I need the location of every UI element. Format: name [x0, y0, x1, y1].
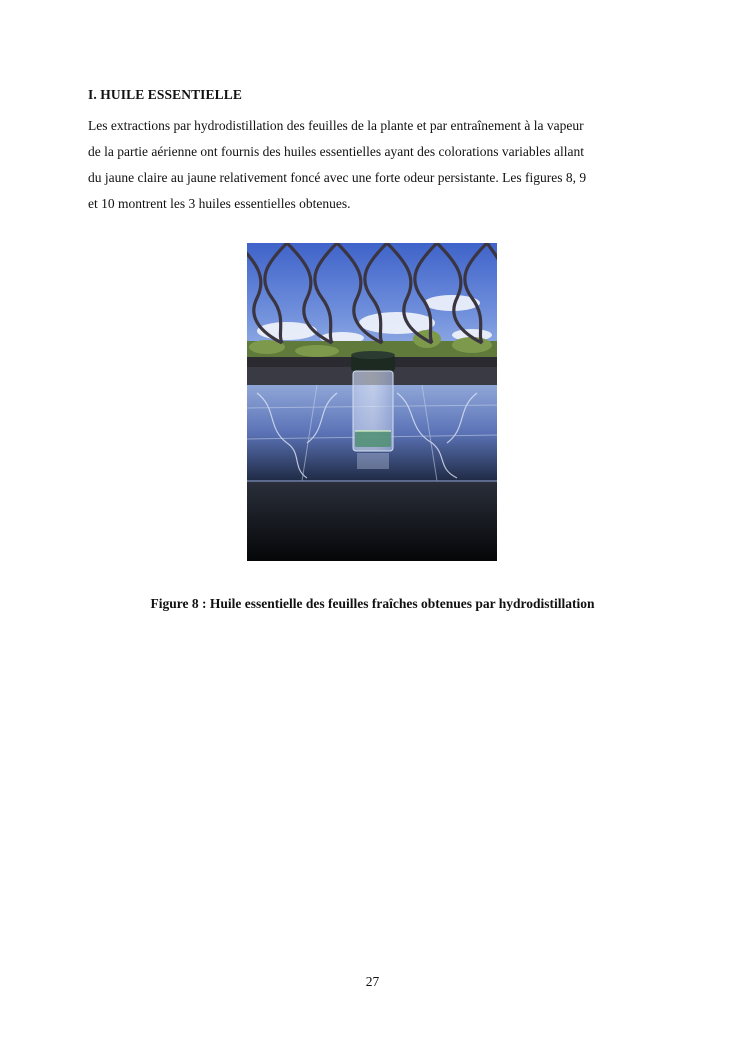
figure-caption: Figure 8 : Huile essentielle des feuilles fraîches obtenues par hydrodistillation — [150, 596, 595, 611]
page-number: 27 — [365, 974, 380, 989]
section-heading: I. HUILE ESSENTIELLE — [88, 87, 242, 102]
paragraph-line: et 10 montrent les 3 huiles essentielles obtenues. — [88, 196, 351, 211]
body-paragraph — [88, 113, 658, 217]
figure-8-photo — [247, 243, 497, 561]
paragraph-line: de la partie aérienne ont fournis des huiles essentielles ayant des colorations variables allant — [88, 144, 584, 159]
paragraph-line: du jaune claire au jaune relativement foncé avec une forte odeur persistante. Les figures 8, 9 — [88, 170, 587, 185]
paragraph-line: Les extractions par hydrodistillation des feuilles de la plante et par entraînement à la vapeur — [88, 118, 584, 133]
